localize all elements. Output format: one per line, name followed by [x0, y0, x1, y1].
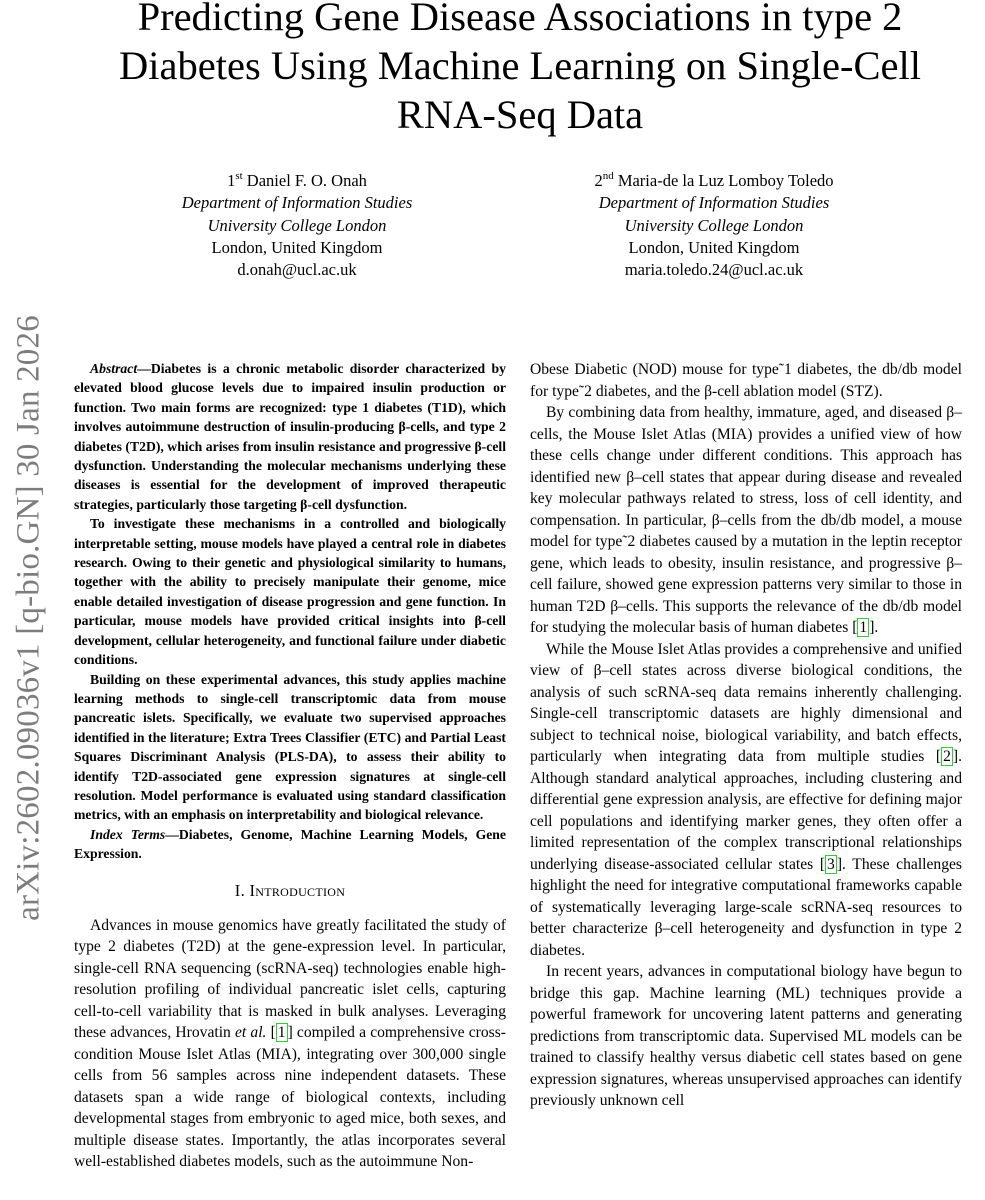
author-1-department: Department of Information Studies [181, 193, 413, 213]
citation-3-number: 3 [827, 855, 835, 873]
author-1-location: London, United Kingdom [211, 237, 383, 257]
author-1-institution: University College London [207, 215, 387, 235]
author-2-email[interactable]: maria.toledo.24@ucl.ac.uk [624, 260, 804, 280]
intro-text-b: compiled a comprehensive cross-condition Mouse Islet Atlas (MIA), integrating over 300,000 single cells from 56 samples across nine independent datasets. These datasets span a wide range of biological contexts, including developmental stages from embryonic to aged mice, both sexes, and multiple disease states. Importantly, the atlas incorporates several well-established diabetes models, such as the autoimmune Non- [74, 1024, 506, 1171]
index-terms-text: Diabetes, Genome, Machine Learning Models, Gene Expression. [74, 826, 506, 862]
right-paragraph-3 [530, 639, 962, 962]
author-2-ordinal-suffix: nd [602, 169, 614, 182]
right-column [530, 359, 962, 1112]
abstract-paragraph-1: Abstract—Diabetes is a chronic metabolic disorder characterized by elevated blood glucose levels due to impaired insulin production or function. Two main forms are recognized: type 1 diabetes (T1D), which involves autoimmune destruction of insulin-producing β-cells, and type 2 diabetes (T2D), which arises from insulin resistance and progressive β-cell dysfunction. Understanding the molecular mechanisms underlying these diseases is essential for the development of improved therapeutic strategies, particularly those targeting β-cell dysfunction. [74, 361, 506, 512]
right-p2-end: . [874, 619, 879, 636]
right-paragraph-4: In recent years, advances in computational biology have begun to bridge this gap. Machine learning (ML) techniques provide a powerful framework for uncovering latent patterns and generating predictions from transcriptomic data. Supervised ML models can be trained to classify healthy versus diabetic cell states based on gene expression signatures, whereas unsupervised approaches can identify previously unknown cell [530, 963, 962, 1109]
right-p3-text-a: While the Mouse Islet Atlas provides a comprehensive and unified view of β–cell states across diverse biological conditions, the analysis of such scRNA-seq data remains inherently challenging. Single-cell transcriptomic datasets are highly dimensional and subject to technical noise, biological variability, and batch effects, particularly when integrating data from multiple studies [530, 640, 962, 765]
section-number: I. [234, 880, 246, 900]
abstract-paragraph-3: Building on these experimental advances, this study applies machine learning methods to single-cell transcriptomic data from mouse pancreatic islets. Specifically, we evaluate two supervised approaches identified in the literature; Extra Trees Classifier (ETC) and Partial Least Squares Discriminant Analysis (PLS-DA), to assess their ability to identify T2D-associated gene expression signatures at single-cell resolution. Model performance is evaluated using standard classification metrics, with an emphasis on interpretability and biological relevance. [74, 671, 506, 823]
author-2-location: London, United Kingdom [628, 237, 800, 257]
right-p2-text: By combining data from healthy, immature, aged, and diseased β–cells, the Mouse Islet Atlas (MIA) provides a unified view of how these cells change under different conditions. This approach has identified new β–cell states that appear during disease and revealed key molecular pathways related to stress, loss of cell identity, and compensation. In particular, β–cells from the db/db model, a mouse model for type˜2 diabetes caused by a mutation in the leptin receptor gene, which leads to obesity, insulin resistance, and progressive β–cell failure, showed gene expression patterns very similar to those in human T2D β–cells. This supports the relevance of the db/db model for studying the molecular basis of human diabetes [530, 404, 962, 636]
arxiv-identifier-text: arXiv:2602.09036v1 [q-bio.GN] 30 Jan 2026 [10, 315, 47, 921]
abstract-text-1: Diabetes is a chronic metabolic disorder characterized by elevated blood glucose levels due to impaired insulin production or function. Two main forms are recognized: type 1 diabetes (T1D), which involves autoimmune destruction of insulin-producing β-cells, and type 2 diabetes (T2D), which arises from insulin resistance and progressive β-cell dysfunction. Understanding the molecular mechanisms underlying these diseases is essential for the development of improved therapeutic strategies, particularly those targeting β-cell dysfunction. [74, 361, 506, 512]
author-2-ordinal: 2 [594, 171, 603, 190]
author-block-2 [544, 170, 884, 281]
author-2-institution: University College London [624, 215, 804, 235]
arxiv-identifier-stamp [0, 280, 58, 956]
intro-et-al: et al. [234, 1024, 267, 1042]
abstract-label: Abstract [90, 361, 138, 376]
author-block-1 [127, 170, 467, 281]
right-p3-text-b: . Although standard analytical approaches, including clustering and differential gene expression analysis, are effective for defining major cell populations and identifying marker genes, they often offer a limited representation of the complex transcriptional relationships underlying disease-associated cellular states [530, 748, 962, 873]
citation-1-link[interactable]: [ 1 ] [270, 1024, 293, 1042]
right-paragraph-1: Obese Diabetic (NOD) mouse for type˜1 diabetes, the db/db model for type˜2 diabetes, and the β-cell ablation model (STZ). [530, 361, 962, 400]
citation-2-link[interactable]: [ 2 ] [935, 748, 959, 765]
citation-2-number: 2 [943, 748, 951, 765]
index-terms: Index Terms—Diabetes, Genome, Machine Learning Models, Gene Expression. [74, 826, 506, 862]
intro-paragraph-1 [74, 915, 506, 1173]
left-column [74, 359, 506, 1173]
author-1-name: Daniel F. O. Onah [246, 171, 367, 190]
right-p3-text-c: . These challenges highlight the need for integrative computational frameworks capable of systematically leveraging large-scale scRNA-seq resources to better characterize β–cell heterogeneity and dysfunction in type 2 diabetes. [530, 855, 962, 959]
author-1-email[interactable]: d.onah@ucl.ac.uk [237, 260, 357, 280]
section-heading-introduction [74, 881, 506, 901]
index-terms-label: Index Terms [90, 826, 166, 842]
title-line-2: Diabetes Using Machine Learning on Single-Cell [119, 43, 921, 88]
right-paragraph-2 [530, 402, 962, 639]
section-title: Introduction [249, 880, 346, 900]
citation-1-number: 1 [277, 1024, 286, 1042]
title-line-3: RNA-Seq Data [396, 92, 644, 137]
author-1-ordinal: 1 [227, 171, 236, 190]
paper-title [60, 0, 980, 139]
abstract-paragraph-2: To investigate these mechanisms in a controlled and biologically interpretable setting, mouse models have played a central role in diabetes research. Owing to their genetic and physiological similarity to humans, together with the ability to precisely manipulate their genome, mice enable detailed investigation of disease progression and gene function. In particular, mouse models have provided critical insights into β-cell development, cellular heterogeneity, and functional failure under diabetic conditions. [74, 516, 506, 668]
citation-1b-number: 1 [859, 619, 868, 636]
citation-1b-link[interactable]: [ 1 ] [852, 619, 875, 636]
author-2-name: Maria-de la Luz Lomboy Toledo [617, 171, 834, 190]
author-2-name-line [544, 170, 884, 192]
citation-3-link[interactable]: [ 3 ] [819, 855, 843, 873]
author-2-department: Department of Information Studies [598, 193, 830, 213]
author-1-ordinal-suffix: st [235, 169, 243, 182]
intro-text-a: Advances in mouse genomics have greatly facilitated the study of type 2 diabetes (T2D) at the gene-expression level. In particular, single-cell RNA sequencing (scRNA-seq) technologies enable high-resolution profiling of individual pancreatic islet cells, capturing cell-to-cell variability that is masked in bulk analyses. Leveraging these advances, Hrovatin [74, 916, 506, 1042]
title-line-1: Predicting Gene Disease Associations in type 2 [137, 0, 903, 39]
author-1-name-line [127, 170, 467, 192]
